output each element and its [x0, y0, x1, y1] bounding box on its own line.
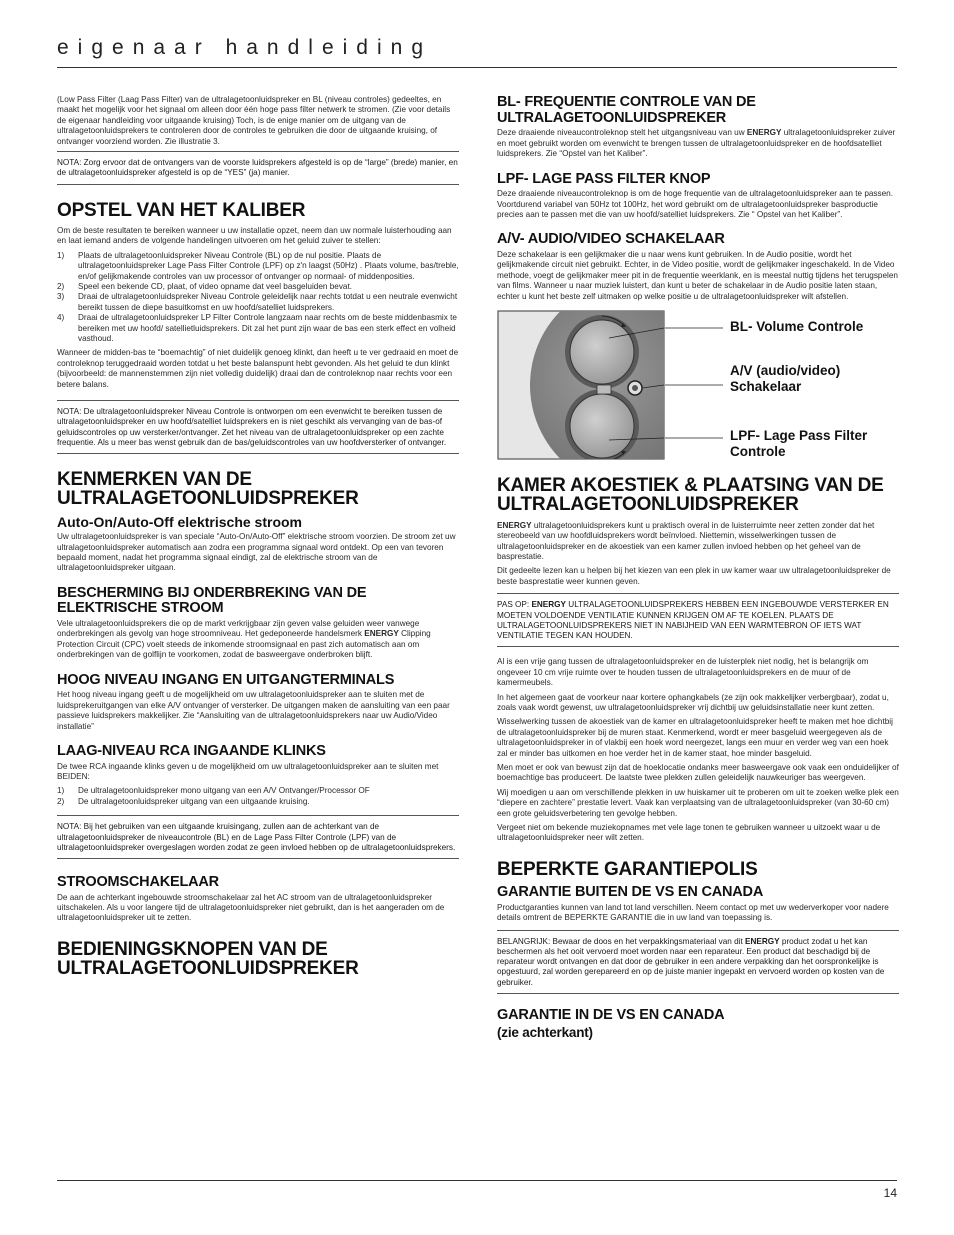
label-av-switch: A/V (audio/video) Schakelaar [730, 363, 841, 395]
stroomschakelaar-paragraph: De aan de achterkant ingebouwde stroomschakelaar zal het AC stroom van de ultralagetoonluidspreker uitschakelen. Als u voor langere tijd de ultralagetoonluidspreker niet gebruikt, dan is het aangeraden om de ultralagetoonluidspreker uit te zetten. [57, 892, 445, 923]
bescherming-paragraph: Vele ultralagetoonluidsprekers die op de markt verkrijgbaar zijn geven valse geluiden weer vanwege onderbrekingen als gevolg van hoge stroomniveau. Het gedeponeerde handelsmerk ENERGY Clipping Protection Circuit (CPC) voelt steeds de inkomende stroomsignaal en past zich automatisch aan om onderbrekingen van de golflijn te voorkomen, zodat de basweergave onderbroken blijft. [57, 619, 431, 660]
subheading-laag-niveau: LAAG-NIVEAU RCA INGAANDE KLINKS [57, 742, 326, 759]
av-paragraph: Deze schakelaar is een gelijkmaker die u naar wens kunt gebruiken. In de Audio positie, wordt het gelijkmakende circuit niet gebruikt. Echter, in de Video positie, wordt de gelijkmaker ingeschakeld. In de Video methode, voegt de gelijkmaker meer pit in de frequentie weerklank, en is meestal nuttig tijdens het terugspelen van films. Wanneer u naar muziek luistert, dan kunt u beter de schakelaar in de Audio positie laten staan, echter u kunt het beste zelf uitmaken op welke positie u de ultralagetoonluidspreker wilt afstellen. [497, 250, 898, 301]
subheading-zie-achterkant: (zie achterkant) [497, 1024, 593, 1040]
page-number: 14 [883, 1186, 897, 1200]
control-panel-figure [497, 310, 899, 462]
brand-name: ENERGY [745, 936, 780, 946]
note-level-control-text: NOTA: De ultralagetoonluidspreker Niveau Controle is ontworpen om een evenwicht te bereiken tussen de ultralagetoonluidspreker en uw hoofd/satelliet luidsprekers en is niet geschikt als vervanging van de bas-of geluidscontroles op uw versterker/ontvanger. Zet het niveau van de ultralagetoonluidspreker op een zachte frequentie. Als u meer bas wenst gebruik dan de bas/geluidscontroles van uw hoofdversterker of ontvanger. [57, 407, 447, 447]
subheading-av: A/V- AUDIO/VIDEO SCHAKELAAR [497, 231, 725, 248]
callout-lines [665, 310, 727, 460]
brand-name: ENERGY [497, 520, 532, 530]
page-header-title: eigenaar handleiding [57, 36, 432, 59]
list-item: 4) Draai de ultralagetoonluidspreker LP Filter Controle langzaam naar rechts om de beste middenbasmix te bereiken met uw hoofd/ satellietluidsprekers. Dit zal het punt zijn waar de bas een sterk effect en volheid vasthoud. [57, 313, 457, 343]
note-crossover [57, 815, 459, 859]
intro-paragraph: (Low Pass Filter (Laag Pass Filter) van de ultralagetoonluidspreker en BL (niveau controles) gedeeltes, en maakt het mogelijk voor het signaal om alleen door één hoge pass filter netwerk te stromen. (Zie voor details de eigenaar handleiding voor uitgaande kruising) Toch, is de enige manier om de uitgang van de ultralagetoonluidsprekers te controleren door de controles te gebruiken die door de uitgaande kruising, of ontvanger voorziend worden. Zie illustratie 3. [57, 95, 451, 146]
right-column [497, 95, 899, 1042]
kaliber-intro: Om de beste resultaten te bereiken wanneer u uw installatie opzet, neem dan uw normale luisterhouding aan en laat iemand anders de volgende handelingen uitvoeren om het geluid zuiver te stellen: [57, 225, 452, 246]
note-crossover-text: NOTA: Bij het gebruiken van een uitgaande kruisingang, zullen aan de achterkant van de ultralagetoonluidspreker de niveaucontrole (BL) en de Lage Pass Filter Controle (LPF) van de ultralagetoonluidspreker overgeslagen worden zodat ze geen invloed hebben op de ultralagetoonluidsprekers. [57, 822, 456, 852]
list-item: 1) De ultralagetoonluidspreker mono uitgang van een A/V Ontvanger/Processor OF [57, 786, 370, 796]
section-title-kenmerken: KENMERKEN VAN DE ULTRALAGETOONLUIDSPREKER [57, 469, 359, 510]
subheading-auto-on: Auto-On/Auto-Off elektrische stroom [57, 513, 303, 530]
list-item: 3) Draai de ultralagetoonluidspreker Niveau Controle geleidelijk naar rechts totdat u een neutrale evenwicht bereikt tussen de diepe basuitkomst en uw hoofd/satelliet luidsprekers. [57, 292, 458, 312]
auto-on-paragraph: Uw ultralagetoonluidspreker is van speciale “Auto-On/Auto-Off” elektrische stroom voorzien. De stroom zet uw ultralagetoonluidspreker automatisch aan zodra een programma signaal word ontdekt. Op een van tevoren bepaald moment, nadat het programma signaal eindigt, zal de elektrische stroom van de ultralagetoonluidspreker uitgaan. [57, 532, 456, 573]
rca-steps [57, 786, 459, 807]
lpf-paragraph: Deze draaiende niveaucontroleknop is om de hoge frequentie van de ultralagetoonluidspreker aan te passen. Voortdurend variabel van 50Hz tot 100Hz, het word gebruikt om de ultralagetoonluidspreker basproductie precies aan te passen met die van uw hoofd/satelliet luidsprekers. Zie “ Opstel van het Kaliber”. [497, 189, 893, 219]
control-panel-illustration [497, 310, 665, 460]
bl-paragraph: Deze draaiende niveaucontroleknop stelt het uitgangsniveau van uw ENERGY ultralagetoonluidspreker zuiver en moet gebruikt worden om evenwicht te brengen tussen de ultralagetoonluidspreker en de hoofdsatelliet luidsprekers. Zie “Opstel van het Kaliber”. [497, 128, 896, 159]
brand-name: ENERGY [364, 629, 399, 639]
left-column [57, 95, 459, 985]
note-ventilation [497, 593, 899, 647]
subheading-garantie-vs: GARANTIE IN DE VS EN CANADA [497, 1006, 725, 1023]
label-bl-volume: BL- Volume Controle [730, 319, 864, 335]
section-title-bedieningsknoppen: BEDIENINGSKNOPEN VAN DE ULTRALAGETOONLUIDSPREKER [57, 938, 359, 980]
subheading-bescherming: BESCHERMING BIJ ONDERBREKING VAN DE ELEKTRISCHE STROOM [57, 584, 367, 617]
laag-niveau-paragraph: De twee RCA ingaande klinks geven u de mogelijkheid om uw ultralagetoonluidspreker aan te sluiten met BEIDEN: [57, 761, 439, 782]
note-packaging [497, 930, 899, 994]
kamer-paragraph-7: Wij moedigen u aan om verschillende plekken in uw huiskamer uit te proberen om uit te zoeken welke plek een “diepere en zachtere” prestatie levert. Vaak kan verplaatsing van de ultralagetoonluidspreker (van 30-60 cm) een grote geluidsverbetering ten gevolge hebben. [497, 787, 899, 818]
kaliber-paragraph-2: Wanneer de midden-bas te “boemachtig” of niet duidelijk genoeg klinkt, dan heeft u te ver gedraaid en moet de controleknop teruggedraaid worden totdat u het beste balanspunt hebt gevonden. Als het geluid te dun klinkt (bijvoorbeeld: de mannenstemmen zijn niet volledig duidelijk) draai dan de controleknop naar rechts voor een betere balans. [57, 348, 459, 389]
note-receivers [57, 151, 459, 185]
kamer-paragraph-5: Wisselwerking tussen de akoestiek van de kamer en ultralagetoonluidspreker heeft te maken met hoe dichtbij de ultralagetoonluidspreker bij de muren staat. Kenmerkend, wordt er meer basgeluid weergegeven als de ultralagetoonluidspreker in of vlakbij een hoek word neergezet, langs een muur en verder weg van een hoek zal er minder bas uitkomen en hoe verder het in de kamer staat, hoe minder basgeluid. [497, 717, 893, 758]
header-rule [57, 67, 897, 68]
note-packaging-text: BELANGRIJK: Bewaar de doos en het verpakkingsmateriaal van dit ENERGY product zodat u het kan beschermen als het ooit vervoerd moet worden naar een reparateur. Een product dat beschadigd bij de reparateur wordt ontvangen en dat door de gebruiker in een andere verpakking dan het oorspronkelijke is opgestuurd, zal worden gerepareerd en op de juiste manier ingepakt en vervoerd worden op kosten van de gebruiker. [497, 936, 885, 987]
kamer-paragraph-1: ENERGY ultralagetoonluidsprekers kunt u praktisch overal in de luisterruimte neer zetten zonder dat het stereobeeld van uw hoofdluidsprekers wordt beïnvloed. Niettemin, wisselwerkingen tussen de ultralagetoonluidspreker en de akoestiek van een kamer zullen invloed hebben op het geheel van de basprestatie. [497, 520, 875, 562]
kaliber-steps [57, 251, 459, 345]
kamer-paragraph-4: In het algemeen gaat de voorkeur naar kortere ophangkabels (ze zijn ook makkelijker verbergbaar), zodat u, zoals vaak wordt gewenst, uw ultralagetoonluidspreker vrij dichtbij uw geluidsinstallatie neer kunt zetten. [497, 692, 889, 712]
garantie-paragraph: Productgaranties kunnen van land tot land verschillen. Neem contact op met uw wederverkoper voor nadere details omtrent de BEPERKTE GARANTIE die in uw land van toepassing is. [497, 902, 889, 923]
subheading-hoog-niveau: HOOG NIVEAU INGANG EN UITGANGTERMINALS [57, 671, 395, 688]
kamer-paragraph-8: Vergeet niet om bekende muziekopnames met vele lage tonen te gebruiken wanneer u uitzoekt waar u de ultralagetoonluidspreker neer wilt zetten. [497, 822, 881, 843]
note-ventilation-text: PAS OP: ENERGY ULTRALAGETOONLUIDSPREKERS HEBBEN EEN INGEBOUWDE VERSTERKER EN MOETEN VOLDOENDE VENTILATIE KUNNEN KRIJGEN OM AF TE KOELEN. PLAATS DE ULTRALAGETOONLUIDSPREKERS NIET IN NABIJHEID VAN EEN WARMTEBRON OF IETS WAT VENTILATIE TEGEN KAN HOUDEN. [497, 600, 889, 641]
footer-rule [57, 1180, 897, 1181]
subheading-bl-frequentie: BL- FREQUENTIE CONTROLE VAN DE ULTRALAGETOONLUIDSPREKER [497, 94, 756, 126]
bl-knob-icon [570, 320, 634, 384]
kamer-paragraph-6: Men moet er ook van bewust zijn dat de hoeklocatie ondanks meer basweergave ook vaak een onduidelijker of boemachtige bas produceert. De laatste twee plekken zullen geleidelijk nauwkeuriger bas weergeven. [497, 762, 899, 783]
hoog-niveau-paragraph: Het hoog niveau ingang geeft u de mogelijkheid om uw ultralagetoonluidspreker aan te sluiten met de luidsprekeruitgangen van elke A/V ontvanger of versterker. De uitgangen maken de aansluiting van een paar passieve luidsprekers makkelijker. Zie “Aansluiting van de ultralagetoonluidsprekers naar uw Audio/Video installatie” [57, 690, 450, 731]
lpf-knob-icon [570, 394, 634, 458]
section-title-kamer-akoestiek: KAMER AKOESTIEK & PLAATSING VAN DE ULTRALAGETOONLUIDSPREKER [497, 475, 884, 516]
section-title-kaliber: OPSTEL VAN HET KALIBER [57, 199, 306, 221]
list-item: 2) Speel een bekende CD, plaat, of video opname dat veel basgeluiden bevat. [57, 281, 353, 291]
note-level-control [57, 400, 459, 454]
list-item: 2) De ultralagetoonluidspreker uitgang van een uitgaande kruising. [57, 796, 310, 806]
subheading-garantie-buiten: GARANTIE BUITEN DE VS EN CANADA [497, 884, 764, 901]
label-lpf-control: LPF- Lage Pass Filter Controle [730, 428, 868, 460]
brand-name: ENERGY [531, 600, 567, 610]
list-item: 1) Plaats de ultralagetoonluidspreker Niveau Controle (BL) op de nul positie. Plaats de ultralagetoonluidspreker Lage Pass Filter Controle (LPF) op z'n laagst (50Hz) . Plaats volume, bas/treble, en/of gelijkmakende controles van uw processor of ontvanger op normaal- of middenposities. [57, 250, 459, 281]
section-title-garantiepolis: BEPERKTE GARANTIEPOLIS [497, 858, 758, 880]
subheading-stroomschakelaar: STROOMSCHAKELAAR [57, 874, 219, 891]
kamer-paragraph-3: Al is een vrije gang tussen de ultralagetoonluidspreker en de luisterplek niet nodig, het is belangrijk om ongeveer 10 cm vrije ruimte over te houden tussen de ultralagetoonluidsprekers en de muur of de kamermeubels. [497, 657, 869, 688]
note-receivers-text: NOTA: Zorg ervoor dat de ontvangers van de voorste luidsprekers afgesteld is op de “large” (brede) manier, en de ultralagetoonluidspreker afgesteld is op de “YES” (ja) manier. [57, 158, 458, 178]
subheading-lpf: LPF- LAGE PASS FILTER KNOP [497, 170, 711, 187]
kamer-paragraph-2: Dit gedeelte lezen kan u helpen bij het kiezen van een plek in uw kamer waar uw ultralagetoonluidspreker de beste basprestatie weer kunnen geven. [497, 566, 891, 586]
brand-name: ENERGY [746, 128, 782, 138]
